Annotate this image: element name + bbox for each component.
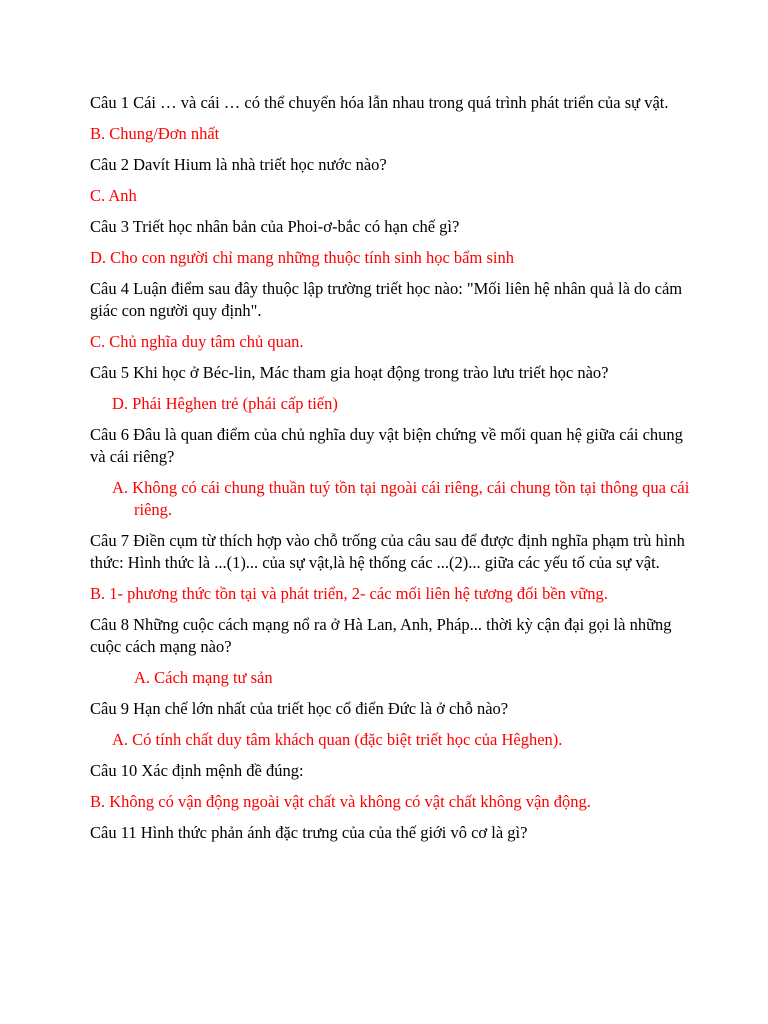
question-3: Câu 3 Triết học nhân bản của Phoi-ơ-bắc có hạn chế gì? [90, 217, 460, 236]
question-1: Câu 1 Cái … và cái … có thể chuyển hóa lẫn nhau trong quá trình phát triển của sự vật. [90, 93, 669, 112]
question-11: Câu 11 Hình thức phản ánh đặc trưng của của thế giới vô cơ là gì? [90, 823, 528, 842]
document-page [90, 92, 690, 853]
question-9: Câu 9 Hạn chế lớn nhất của triết học cổ điển Đức là ở chỗ nào? [90, 699, 509, 718]
question-7: Câu 7 Điền cụm từ thích hợp vào chỗ trống của câu sau để được định nghĩa phạm trù hình thức: Hình thức là ...(1)... của sự vật,là hệ thống các ...(2)... giữa các yếu tố của sự vật. [90, 531, 685, 572]
answer-8: A. Cách mạng tư sản [134, 668, 273, 687]
question-8: Câu 8 Những cuộc cách mạng nổ ra ở Hà Lan, Anh, Pháp... thời kỳ cận đại gọi là những cuộc cách mạng nào? [90, 615, 672, 656]
answer-3: D. Cho con người chỉ mang những thuộc tính sinh học bẩm sinh [90, 248, 514, 267]
answer-2: C. Anh [90, 186, 137, 205]
question-5: Câu 5 Khi học ở Béc-lin, Mác tham gia hoạt động trong trào lưu triết học nào? [90, 363, 609, 382]
answer-6: A. Không có cái chung thuần tuý tồn tại ngoài cái riêng, cái chung tồn tại thông qua cái riêng. [112, 478, 690, 519]
answer-4: C. Chủ nghĩa duy tâm chủ quan. [90, 332, 304, 351]
answer-5: D. Phái Hêghen trẻ (phái cấp tiến) [112, 394, 338, 413]
question-4: Câu 4 Luận điểm sau đây thuộc lập trường triết học nào: "Mối liên hệ nhân quả là do cảm giác con người quy định". [90, 279, 683, 320]
question-10: Câu 10 Xác định mệnh đề đúng: [90, 761, 304, 780]
answer-1: B. Chung/Đơn nhất [90, 124, 220, 143]
answer-7: B. 1- phương thức tồn tại và phát triển, 2- các mối liên hệ tương đối bền vững. [90, 584, 608, 603]
question-2: Câu 2 Davít Hium là nhà triết học nước nào? [90, 155, 387, 174]
answer-10: B. Không có vận động ngoài vật chất và không có vật chất không vận động. [90, 792, 591, 811]
answer-9: A. Có tính chất duy tâm khách quan (đặc biệt triết học của Hêghen). [112, 730, 563, 749]
question-6: Câu 6 Đâu là quan điểm của chủ nghĩa duy vật biện chứng về mối quan hệ giữa cái chung và cái riêng? [90, 425, 683, 466]
